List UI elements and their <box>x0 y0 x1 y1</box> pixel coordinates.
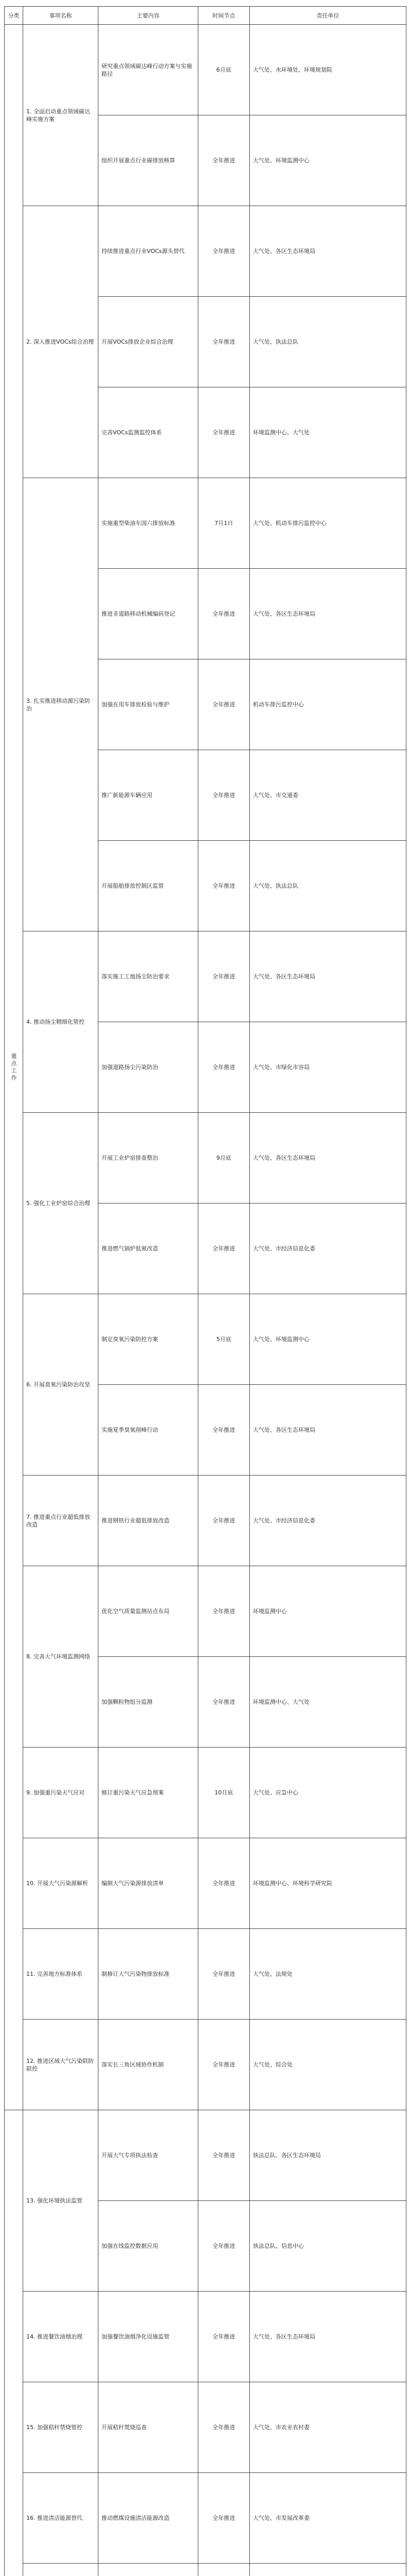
deadline-cell: 10月底 <box>198 1748 250 1838</box>
task-name-cell: 13. 强化环境执法监管 <box>23 2110 98 2292</box>
responsible-units-cell: 大气处、水环境处、环境规划院 <box>250 25 406 115</box>
content-cell: 完善VOCs监测监控体系 <box>98 387 198 478</box>
deadline-cell: 全年推进 <box>198 115 250 206</box>
responsible-units-cell: 大气处、市发展改革委 <box>250 2473 406 2564</box>
deadline-cell: 全年推进 <box>198 1476 250 1566</box>
deadline-cell: 全年推进 <box>198 841 250 931</box>
task-name-cell: 2. 深入推进VOCs综合治理 <box>23 206 98 478</box>
content-cell: 制定臭氧污染防控方案 <box>98 1294 198 1385</box>
table-row <box>5 2473 406 2564</box>
deadline-cell: 全年推进 <box>198 931 250 1022</box>
task-name-cell: 5. 强化工业炉窑综合治理 <box>23 1113 98 1294</box>
content-cell: 加强颗粒物组分监测 <box>98 1657 198 1748</box>
deadline-cell: 全年推进 <box>198 1022 250 1113</box>
responsible-units-cell: 大气处、各区生态环境局 <box>250 1113 406 1204</box>
deadline-cell: 全年推进 <box>198 2020 250 2110</box>
task-name-cell: 12. 推进区域大气污染联防联控 <box>23 2020 98 2110</box>
responsible-units-cell: 大气处、各区生态环境局 <box>250 931 406 1022</box>
header-deadline: 时间节点 <box>198 7 250 25</box>
responsible-units-cell: 大气处、应急中心 <box>250 1748 406 1838</box>
responsible-units-cell <box>250 2564 406 2576</box>
task-name-cell: 1. 全面启动重点领域碳达峰实施方案 <box>23 25 98 206</box>
category-cell <box>5 2110 23 2576</box>
deadline-cell: 全年推进 <box>198 2110 250 2201</box>
task-name-cell: 11. 完善地方标准体系 <box>23 1929 98 2020</box>
content-cell: 推进燃气锅炉低氮改造 <box>98 1204 198 1294</box>
task-name-cell: 15. 加强秸秆禁烧管控 <box>23 2382 98 2473</box>
content-cell: 研究重点领域碳达峰行动方案与实施路径 <box>98 25 198 115</box>
deadline-cell: 全年推进 <box>198 387 250 478</box>
content-cell: 推广新能源车辆应用 <box>98 750 198 841</box>
responsible-units-cell: 大气处、执法总队 <box>250 297 406 387</box>
deadline-cell: 全年推进 <box>198 569 250 659</box>
deadline-cell: 全年推进 <box>198 297 250 387</box>
deadline-cell: 9月底 <box>198 1113 250 1204</box>
responsible-units-cell: 大气处、市农业农村委 <box>250 2382 406 2473</box>
responsible-units-cell: 大气处、法规处 <box>250 1929 406 2020</box>
table-row <box>5 2382 406 2473</box>
responsible-units-cell: 大气处、环境监测中心 <box>250 1294 406 1385</box>
table-row <box>5 25 406 115</box>
content-cell: 实施夏季臭氧削峰行动 <box>98 1385 198 1476</box>
content-cell: 开展大气专项执法检查 <box>98 2110 198 2201</box>
category-cell: 重点工作 <box>5 25 23 2110</box>
deadline-cell: 全年推进 <box>198 1929 250 2020</box>
table-row <box>5 2292 406 2382</box>
table-row <box>5 2020 406 2110</box>
responsible-units-cell: 大气处、各区生态环境局 <box>250 2292 406 2382</box>
task-name-cell: 16. 推进清洁能源替代 <box>23 2473 98 2564</box>
responsible-units-cell: 机动车排污监控中心 <box>250 659 406 750</box>
deadline-cell: 全年推进 <box>198 2292 250 2382</box>
header-task-name: 事项名称 <box>23 7 98 25</box>
responsible-units-cell: 大气处、机动车排污监控中心 <box>250 478 406 569</box>
deadline-cell: 全年推进 <box>198 2473 250 2564</box>
task-name-cell: 9. 加强重污染天气应对 <box>23 1748 98 1838</box>
table-row <box>5 1294 406 1385</box>
content-cell: 开展秸秆焚烧巡查 <box>98 2382 198 2473</box>
deadline-cell: 全年推进 <box>198 1385 250 1476</box>
content-cell: 实施重型柴油车国六排放标准 <box>98 478 198 569</box>
content-cell: 优化空气质量监测站点布局 <box>98 1566 198 1657</box>
content-cell: 开展VOCs排放企业综合治理 <box>98 297 198 387</box>
content-cell: 开展船舶排放控制区监管 <box>98 841 198 931</box>
responsible-units-cell: 大气处、综合处 <box>250 2020 406 2110</box>
deadline-cell: 全年推进 <box>198 750 250 841</box>
table-row <box>5 2564 406 2576</box>
table-row <box>5 478 406 569</box>
content-cell: 开展工业炉窑排查整治 <box>98 1113 198 1204</box>
responsible-units-cell: 环境监测中心、大气处 <box>250 387 406 478</box>
deadline-cell: 全年推进 <box>198 1657 250 1748</box>
content-cell: 制修订大气污染物排放标准 <box>98 1929 198 2020</box>
task-name-cell: 6. 开展臭氧污染防治攻坚 <box>23 1294 98 1476</box>
task-name-cell <box>23 2564 98 2576</box>
header-responsible-units: 责任单位 <box>250 7 406 25</box>
table-row <box>5 1566 406 1657</box>
task-name-cell: 3. 扎实推进移动源污染防治 <box>23 478 98 931</box>
table-row <box>5 1748 406 1838</box>
content-cell: 加强在线监控数据应用 <box>98 2201 198 2292</box>
responsible-units-cell: 执法总队、信息中心 <box>250 2201 406 2292</box>
table-row <box>5 2110 406 2201</box>
task-table-document <box>4 6 406 2576</box>
responsible-units-cell: 大气处、市经济信息化委 <box>250 1476 406 1566</box>
content-cell: 持续推进重点行业VOCs源头替代 <box>98 206 198 297</box>
deadline-cell: 全年推进 <box>198 1566 250 1657</box>
content-cell: 修订重污染天气应急预案 <box>98 1748 198 1838</box>
header-content: 主要内容 <box>98 7 198 25</box>
header-category: 分类 <box>5 7 23 25</box>
table-row <box>5 1113 406 1204</box>
responsible-units-cell: 大气处、市经济信息化委 <box>250 1204 406 1294</box>
content-cell: 组织开展重点行业碳排放核算 <box>98 115 198 206</box>
task-name-cell: 4. 推动扬尘精细化管控 <box>23 931 98 1113</box>
table-body <box>5 25 406 2576</box>
content-cell: 加强道路扬尘污染防治 <box>98 1022 198 1113</box>
table-row <box>5 1476 406 1566</box>
task-name-cell: 10. 开展大气污染源解析 <box>23 1838 98 1929</box>
responsible-units-cell: 大气处、执法总队 <box>250 841 406 931</box>
responsible-units-cell: 大气处、各区生态环境局 <box>250 1385 406 1476</box>
deadline-cell: 全年推进 <box>198 206 250 297</box>
responsible-units-cell: 执法总队、各区生态环境局 <box>250 2110 406 2201</box>
content-cell: 落实长三角区域协作机制 <box>98 2020 198 2110</box>
task-table <box>4 6 406 2576</box>
responsible-units-cell: 大气处、各区生态环境局 <box>250 569 406 659</box>
table-row <box>5 206 406 297</box>
responsible-units-cell: 大气处、市绿化市容局 <box>250 1022 406 1113</box>
content-cell: 加强餐饮油烟净化设施监管 <box>98 2292 198 2382</box>
table-row <box>5 1929 406 2020</box>
content-cell: 落实施工工地扬尘防治要求 <box>98 931 198 1022</box>
deadline-cell: 全年推进 <box>198 1838 250 1929</box>
content-cell: 推动燃煤设施清洁能源改造 <box>98 2473 198 2564</box>
task-name-cell: 14. 推进餐饮油烟治理 <box>23 2292 98 2382</box>
responsible-units-cell: 大气处、各区生态环境局 <box>250 206 406 297</box>
deadline-cell: 全年推进 <box>198 2201 250 2292</box>
table-row <box>5 1838 406 1929</box>
task-name-cell: 7. 推进重点行业超低排放改造 <box>23 1476 98 1566</box>
deadline-cell: 全年推进 <box>198 2382 250 2473</box>
content-cell: 编制大气污染源排放清单 <box>98 1838 198 1929</box>
task-name-cell: 8. 完善大气环境监测网络 <box>23 1566 98 1748</box>
content-cell <box>98 2564 198 2576</box>
deadline-cell: 5月底 <box>198 1294 250 1385</box>
content-cell: 推进非道路移动机械编码登记 <box>98 569 198 659</box>
deadline-cell: 7月1日 <box>198 478 250 569</box>
deadline-cell: 6月底 <box>198 25 250 115</box>
table-header-row <box>5 7 406 25</box>
deadline-cell: 全年推进 <box>198 1204 250 1294</box>
responsible-units-cell: 环境监测中心、大气处 <box>250 1657 406 1748</box>
deadline-cell <box>198 2564 250 2576</box>
content-cell: 推进钢铁行业超低排放改造 <box>98 1476 198 1566</box>
table-row <box>5 931 406 1022</box>
responsible-units-cell: 大气处、市交通委 <box>250 750 406 841</box>
responsible-units-cell: 环境监测中心、环境科学研究院 <box>250 1838 406 1929</box>
deadline-cell: 全年推进 <box>198 659 250 750</box>
responsible-units-cell: 大气处、环境监测中心 <box>250 115 406 206</box>
responsible-units-cell: 环境监测中心 <box>250 1566 406 1657</box>
content-cell: 加强在用车排放检验与维护 <box>98 659 198 750</box>
